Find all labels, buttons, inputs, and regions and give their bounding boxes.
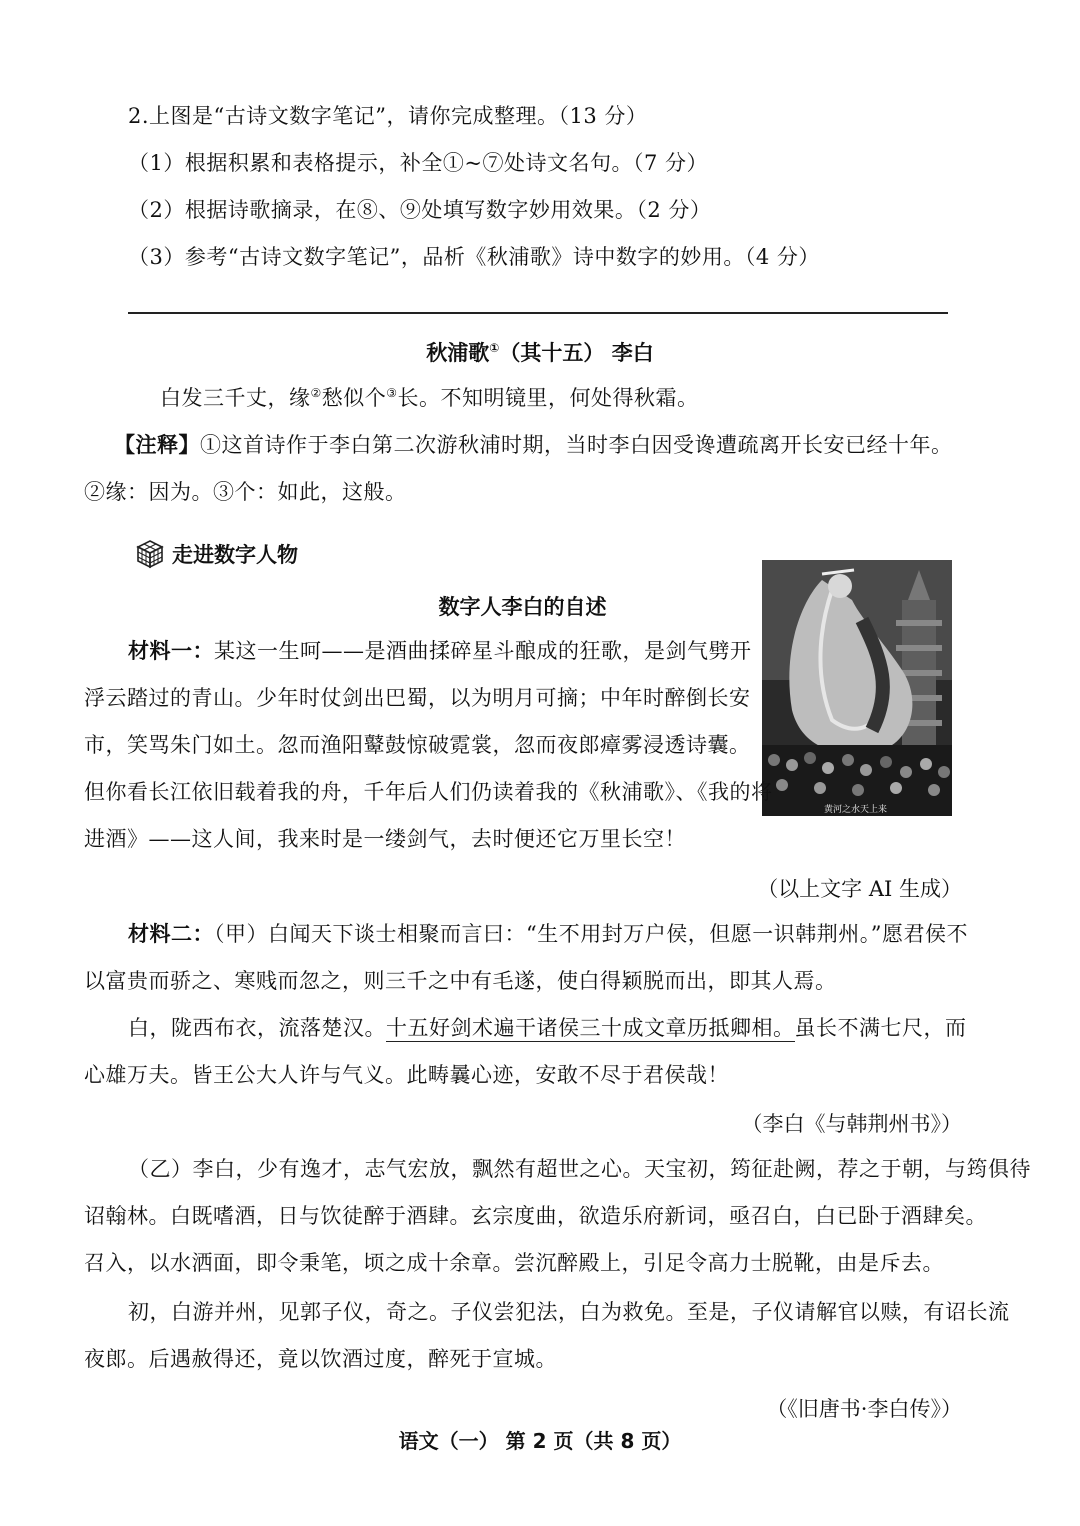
poem-notes-line-1	[114, 431, 953, 459]
material2-line-6: 诏翰林。白既嗜酒，日与饮徒醉于酒肆。玄宗度曲，欲造乐府新词，亟召白，白已卧于酒肆矣。	[84, 1204, 987, 1228]
note-mark: ②	[310, 386, 322, 400]
poem-title	[0, 337, 1080, 367]
material2-line-1	[128, 920, 968, 948]
question-2-3: （3）参考“古诗文数字笔记”，品析《秋浦歌》诗中数字的妙用。（4 分）	[128, 245, 820, 269]
material2-source-1: （李白《与韩荆州书》）	[741, 1112, 962, 1136]
material2-line-3	[128, 1014, 967, 1042]
material1-line-4: 但你看长江依旧载着我的舟，千年后人们仍读着我的《秋浦歌》、《我的将	[84, 780, 773, 804]
section-heading	[134, 538, 298, 570]
material1-line-3: 市，笑骂朱门如土。忽而渔阳鼙鼓惊破霓裳，忽而夜郎瘴雾浸透诗囊。	[84, 733, 751, 757]
cube-icon	[134, 538, 166, 570]
material1-line-1	[128, 637, 752, 665]
question-2-2: （2）根据诗歌摘录，在⑧、⑨处填写数字妙用效果。（2 分）	[128, 198, 712, 222]
poem-title-author: （其十五） 李白	[499, 341, 654, 365]
material1-source: （以上文字 AI 生成）	[757, 877, 962, 901]
text-part: 白，陇西布衣，流落楚汉。	[128, 1016, 386, 1040]
page-footer: 语文（一） 第 2 页（共 8 页）	[398, 1429, 682, 1453]
li-bai-digital-photo	[762, 560, 952, 816]
answer-line	[128, 312, 948, 314]
material2-line-8: 初，白游并州，见郭子仪，奇之。子仪尝犯法，白为救免。至是，子仪请解官以赎，有诏长流	[128, 1300, 1010, 1324]
underlined-sentence: 十五好剑术遍干诸侯三十成文章历抵卿相。	[386, 1016, 795, 1040]
poem-part: 长。不知明镜里，何处得秋霜。	[397, 386, 699, 410]
material2-line-5: （乙）李白，少有逸才，志气宏放，飘然有超世之心。天宝初，筠征赴阙，荐之于朝，与筠俱待	[128, 1157, 1031, 1181]
poem-part: 愁似个	[321, 386, 387, 410]
notes-label: 【注释】	[114, 432, 200, 457]
material2-label: 材料二：	[128, 921, 214, 946]
material1-label: 材料一：	[128, 638, 214, 663]
material1-line-2: 浮云踏过的青山。少年时仗剑出巴蜀，以为明月可摘；中年时醉倒长安	[84, 686, 751, 710]
material2-line-7: 召入，以水洒面，即令秉笔，顷之成十余章。尝沉醉殿上，引足令高力士脱靴，由是斥去。	[84, 1251, 944, 1275]
note-mark: ③	[386, 386, 398, 400]
material2-line-9: 夜郎。后遇赦得还，竟以饮酒过度，醉死于宣城。	[84, 1347, 557, 1371]
poem-title-text: 秋浦歌	[426, 341, 490, 365]
question-2: 2.上图是“古诗文数字笔记”，请你完成整理。（13 分）	[128, 104, 648, 128]
note-text: ①这首诗作于李白第二次游秋浦时期，当时李白因受谗遭疏离开长安已经十年。	[200, 433, 953, 457]
poem-title-note-mark: ①	[489, 341, 500, 355]
poem-part: 白发三千丈，缘	[160, 386, 311, 410]
material1-text: 某这一生呵——是酒曲揉碎星斗酿成的狂歌，是剑气劈开	[214, 639, 752, 663]
material2-source-2: （《旧唐书·李白传》）	[766, 1397, 962, 1421]
poem-notes-line-2: ②缘：因为。③个：如此，这般。	[84, 480, 407, 504]
material2-text: （甲）白闻天下谈士相聚而言曰：“生不用封万户侯，但愿一识韩荆州。”愿君侯不	[214, 922, 968, 946]
section-heading-text: 走进数字人物	[172, 543, 298, 567]
material1-line-5: 进酒》——这人间，我来时是一缕剑气，去时便还它万里长空！	[84, 827, 686, 851]
question-2-1: （1）根据积累和表格提示，补全①~⑦处诗文名句。（7 分）	[128, 151, 708, 175]
material2-line-4: 心雄万夫。皆王公大人许与气义。此畴曩心迹，安敢不尽于君侯哉！	[84, 1063, 729, 1087]
material2-line-2: 以富贵而骄之、寒贱而忽之，则三千之中有毛遂，使白得颖脱而出，即其人焉。	[84, 969, 837, 993]
photo-caption: 黄河之水天上来	[824, 805, 888, 815]
photo-image	[762, 560, 952, 816]
poem-body	[160, 384, 699, 412]
article-title: 数字人李白的自述	[438, 595, 607, 619]
text-part: 虽长不满七尺，而	[794, 1016, 967, 1040]
